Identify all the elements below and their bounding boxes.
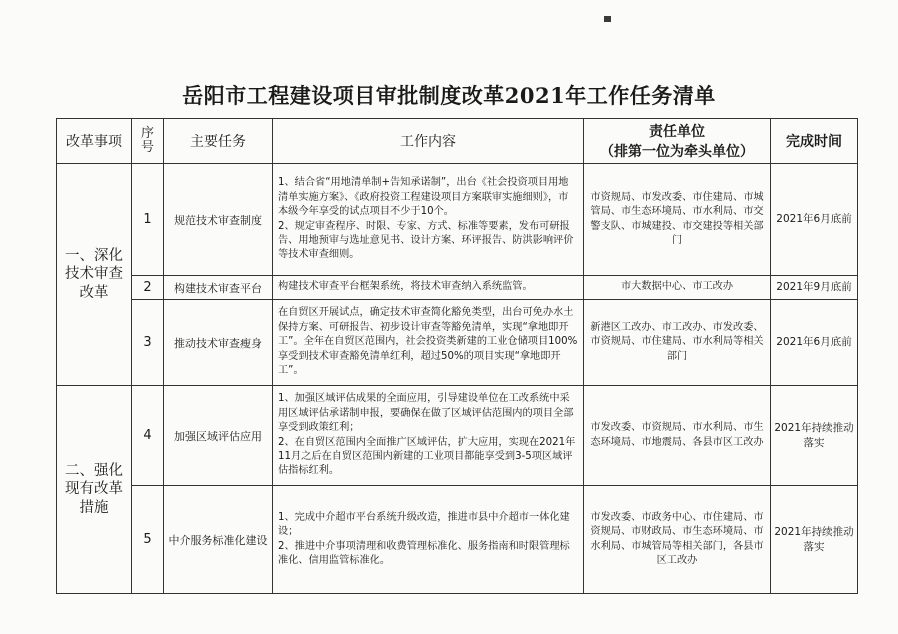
content-item: 2、在自贸区范围内全面推广区域评估，扩大应用，实现在2021年11月之后在自贸区范围内新建的工业项目都能享受到3-5项区域评估指标红利。 (278, 436, 576, 477)
table-row (57, 300, 858, 386)
time-cell: 2021年持续推动落实 (771, 486, 858, 594)
content-item: 1、结合省“用地清单制+告知承诺制”，出台《社会投资项目用地清单实施方案》、《政府投资工程建设项目方案联审实施细则》，市本级今年享受的试点项目不少于10个。 (278, 177, 569, 218)
category-cell: 二、强化现有改革措施 (57, 386, 132, 594)
time-cell: 2021年持续推动落实 (771, 386, 858, 486)
table-row (57, 486, 858, 594)
task-table (56, 118, 858, 594)
task-cell: 推动技术审查瘦身 (164, 300, 273, 386)
unit-cell: 新港区工改办、市工改办、市发改委、市资规局、市住建局、市水利局等相关部门 (584, 300, 771, 386)
seq-cell: 4 (132, 386, 164, 486)
content-cell (273, 486, 584, 594)
header-unit-line1: 责任单位 (649, 124, 705, 140)
table-row (57, 386, 858, 486)
unit-cell: 市发改委、市资规局、市水利局、市生态环境局、市地震局、各县市区工改办 (584, 386, 771, 486)
document-title: 岳阳市工程建设项目审批制度改革2021年工作任务清单 (182, 83, 716, 108)
time-cell: 2021年6月底前 (771, 300, 858, 386)
seq-cell: 1 (132, 164, 164, 276)
task-cell: 构建技术审查平台 (164, 276, 273, 300)
content-cell (273, 386, 584, 486)
content-item: 2、规定审查程序、时限、专家、方式、标准等要素，发布可研报告、用地预审与选址意见书、设计方案、环评报告、防洪影响评价等技术审查细则。 (278, 220, 574, 261)
unit-cell: 市大数据中心、市工改办 (584, 276, 771, 300)
table-header-row (57, 119, 858, 164)
time-cell: 2021年6月底前 (771, 164, 858, 276)
seq-cell: 2 (132, 276, 164, 300)
time-cell: 2021年9月底前 (771, 276, 858, 300)
header-time: 完成时间 (771, 119, 858, 164)
content-item: 1、完成中介超市平台系统升级改造，推进市县中介超市一体化建设； (278, 511, 570, 538)
content-cell: 构建技术审查平台框架系统，将技术审查纳入系统监管。 (273, 276, 584, 300)
unit-cell: 市资规局、市发改委、市住建局、市城管局、市生态环境局、市水利局、市交警支队、市城建投、市交建投等相关部门 (584, 164, 771, 276)
task-cell: 加强区域评估应用 (164, 386, 273, 486)
content-cell (273, 164, 584, 276)
task-cell: 规范技术审查制度 (164, 164, 273, 276)
content-cell: 在自贸区开展试点，确定技术审查简化豁免类型，出台可免办水土保持方案、可研报告、初步设计审查等豁免清单，实现“拿地即开工”。全年在自贸区范围内，社会投资类新建的工业仓储项目100%享受到技术审查豁免清单红利，超过50%的项目实现“拿地即开工”。 (273, 300, 584, 386)
seq-cell: 5 (132, 486, 164, 594)
content-item: 2、推进中介事项清理和收费管理标准化、服务指南和时限管理标准化、信用监管标准化。 (278, 540, 570, 566)
seq-cell: 3 (132, 300, 164, 386)
header-task: 主要任务 (164, 119, 273, 164)
header-seq: 序号 (132, 119, 164, 164)
table-row (57, 276, 858, 300)
task-cell: 中介服务标准化建设 (164, 486, 273, 594)
header-unit-line2: （排第一位为牵头单位） (600, 144, 754, 160)
category-cell: 一、深化技术审查改革 (57, 164, 132, 386)
header-unit (584, 119, 771, 164)
header-category: 改革事项 (57, 119, 132, 164)
content-item: 1、加强区域评估成果的全面应用，引导建设单位在工改系统中采用区域评估承诺制申报，要确保在做了区域评估范围内的项目全部享受到政策红利； (278, 393, 574, 434)
corner-mark (604, 16, 611, 22)
unit-cell: 市发改委、市政务中心、市住建局、市资规局、市财政局、市生态环境局、市水利局、市城管局等相关部门，各县市区工改办 (584, 486, 771, 594)
header-content: 工作内容 (273, 119, 584, 164)
table-row (57, 164, 858, 276)
